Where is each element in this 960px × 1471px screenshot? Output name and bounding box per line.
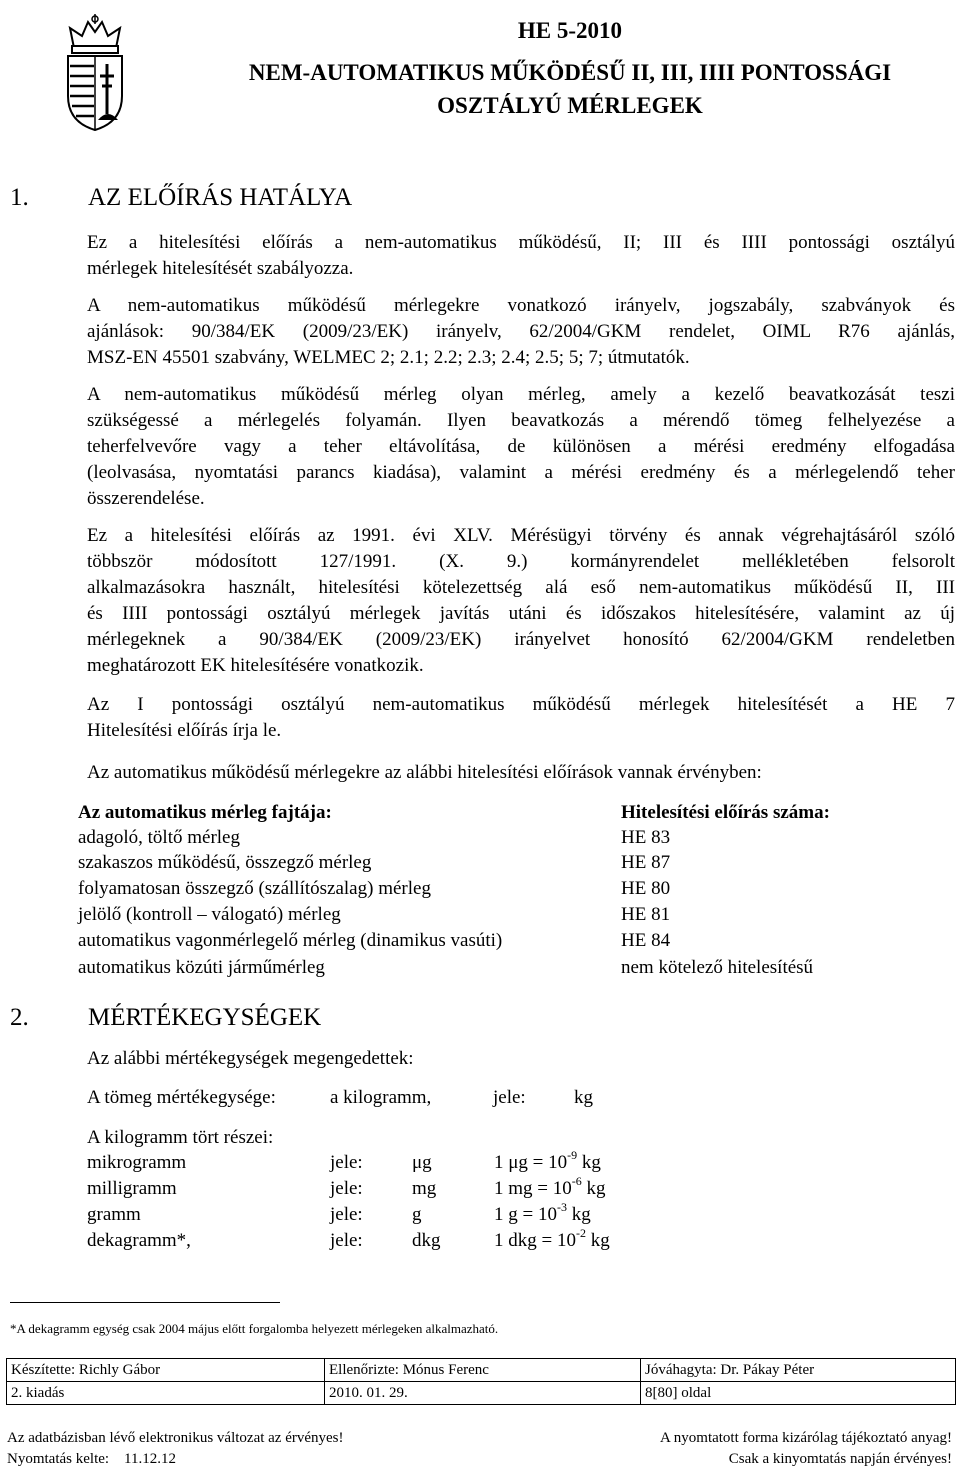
p3-line1: A nem-automatikus működésű mérleg olyan mérleg, amely a kezelő beavatkozását teszi [87, 384, 955, 405]
table-row-type: adagoló, töltő mérleg [78, 827, 240, 848]
unit-sign-label: jele: [330, 1204, 363, 1225]
table-row-code: HE 84 [621, 930, 671, 951]
unit-sign-label: jele: [330, 1230, 363, 1251]
p5-line1: Az I pontossági osztályú nem-automatikus működésű mérlegek hitelesítését a HE 7 [87, 694, 955, 715]
p4-line2: többször módosított 127/1991. (X. 9.) kormányrendelet mellékletében felsorolt [87, 551, 955, 572]
page-number: 8[80] oldal [641, 1382, 956, 1405]
p3-line2: szükségessé a mérlegelés folyamán. Ilyen beavatkozás a mérendő tömeg felhelyezése a [87, 410, 955, 431]
print-date: Nyomtatás kelte: 11.12.12 [7, 1451, 176, 1467]
document-code: HE 5-2010 [517, 18, 623, 43]
mass-unit-label: A tömeg mértékegysége: [87, 1087, 276, 1108]
p4-line4: és IIII pontossági osztályú mérlegek javítás utáni és időszakos hitelesítésére, valamint az új [87, 603, 955, 624]
units-intro: Az alábbi mértékegységek megengedettek: [87, 1048, 414, 1069]
p2-line3: MSZ-EN 45501 szabvány, WELMEC 2; 2.1; 2.2; 2.3; 2.4; 2.5; 5; 7; útmutatók. [87, 347, 690, 368]
p4-line3: alkalmazásokra használt, hitelesítési kötelezettség alá eső nem-automatikus működésű II, III [87, 577, 955, 598]
table-row-code: HE 81 [621, 904, 671, 925]
footnote-divider [10, 1302, 280, 1303]
section2-title: MÉRTÉKEGYSÉGEK [88, 1004, 322, 1031]
unit-equation: 1 $\mu g = 10^{-9}$ kg [494, 1148, 601, 1173]
edition: 2. kiadás [7, 1382, 325, 1405]
prepared-by: Készítette: Richly Gábor [7, 1359, 325, 1382]
footer-table [6, 1358, 956, 1405]
p3-line4: (leolvasása, nyomtatási parancs kiadása), valamint a mérési eredmény és a mérlegelendő teher [87, 462, 955, 483]
table-col1-header: Az automatikus mérleg fajtája: [78, 802, 332, 823]
p5-line2: Hitelesítési előírás írja le. [87, 720, 282, 741]
table-row-type: automatikus közúti járműmérleg [78, 957, 325, 978]
mass-unit-sign: kg [574, 1087, 593, 1108]
mass-unit-sign-label: jele: [493, 1087, 526, 1108]
unit-name: milligramm [87, 1178, 177, 1199]
footer-print-note: A nyomtatott forma kizárólag tájékoztató anyag! [660, 1430, 952, 1446]
unit-sign-label: jele: [330, 1152, 363, 1173]
table-row-type: automatikus vagonmérlegelő mérleg (dinamikus vasúti) [78, 930, 503, 951]
table-row-code: HE 87 [621, 852, 671, 873]
unit-name: dekagramm*, [87, 1230, 191, 1251]
table-row-code: HE 83 [621, 827, 671, 848]
unit-sign: mg [412, 1178, 437, 1199]
unit-equation: 1 dkg = $10^{-2}$ kg [494, 1226, 610, 1251]
section1-title: AZ ELŐÍRÁS HATÁLYA [88, 184, 353, 211]
unit-name: mikrogramm [87, 1152, 187, 1173]
unit-sign: dkg [412, 1230, 441, 1251]
footnote: *A dekagramm egység csak 2004 május előtt forgalomba helyezett mérlegeken alkalmazható. [10, 1321, 499, 1336]
unit-sign-label: jele: [330, 1178, 363, 1199]
table-col2-header: Hitelesítési előírás száma: [621, 802, 830, 823]
print-validity: Csak a kinyomtatás napján érvényes! [728, 1451, 952, 1467]
section1-number: 1. [10, 184, 29, 211]
unit-name: gramm [87, 1204, 141, 1225]
p3-line3: teherfelvevőre vagy a teher eltávolítása, de különösen a mérési eredmény elfogadása [87, 436, 955, 457]
p4-line1: Ez a hitelesítési előírás az 1991. évi XLV. Mérésügyi törvény és annak végrehajtásáról szóló [87, 525, 955, 546]
unit-sign: μg [412, 1152, 432, 1173]
table-row-type: folyamatosan összegző (szállítószalag) mérleg [78, 878, 431, 899]
edition-date: 2010. 01. 29. [325, 1382, 641, 1405]
table-row [7, 1382, 956, 1405]
p1-line1: Ez a hitelesítési előírás a nem-automatikus működésű, II; III és IIII pontossági osztályú [87, 232, 955, 253]
p2-line2: ajánlások: 90/384/EK (2009/23/EK) irányelv, 62/2004/GKM rendelet, OIML R76 ajánlás, [87, 321, 955, 342]
unit-equation: 1 mg = $10^{-6}$ kg [494, 1174, 606, 1199]
p4-line5: mérlegeknek a 90/384/EK (2009/23/EK) irányelvet honosító 62/2004/GKM rendeletben [87, 629, 955, 650]
document-title-line2: OSZTÁLYÚ MÉRLEGEK [437, 93, 703, 118]
p1-line2: mérlegek hitelesítését szabályozza. [87, 258, 354, 279]
table-row-type: szakaszos működésű, összegző mérleg [78, 852, 372, 873]
checked-by: Ellenőrizte: Mónus Ferenc [325, 1359, 641, 1382]
table-row-code: nem kötelező hitelesítésű [621, 957, 814, 978]
p4-line6: meghatározott EK hitelesítésére vonatkozik. [87, 655, 424, 676]
fractions-label: A kilogramm tört részei: [87, 1127, 274, 1148]
mass-unit-name: a kilogramm, [330, 1087, 432, 1108]
approved-by: Jóváhagyta: Dr. Pákay Péter [641, 1359, 956, 1382]
table-row-code: HE 80 [621, 878, 671, 899]
p3-line5: összerendelése. [87, 488, 205, 509]
unit-equation: 1 $g = 10^{-3}$ kg [494, 1200, 591, 1225]
unit-sign: g [412, 1204, 422, 1225]
document-title-line1: NEM-AUTOMATIKUS MŰKÖDÉSŰ II, III, IIII PONTOSSÁGI [248, 60, 892, 85]
p6-line: Az automatikus működésű mérlegekre az alábbi hitelesítési előírások vannak érvényben: [87, 762, 762, 783]
hungarian-coat-of-arms-icon [60, 14, 130, 132]
section2-number: 2. [10, 1004, 29, 1031]
footer-valid-note: Az adatbázisban lévő elektronikus változat az érvényes! [7, 1430, 344, 1446]
table-row-type: jelölő (kontroll – válogató) mérleg [78, 904, 341, 925]
table-row [7, 1359, 956, 1382]
p2-line1: A nem-automatikus működésű mérlegekre vonatkozó irányelv, jogszabály, szabványok és [87, 295, 955, 316]
